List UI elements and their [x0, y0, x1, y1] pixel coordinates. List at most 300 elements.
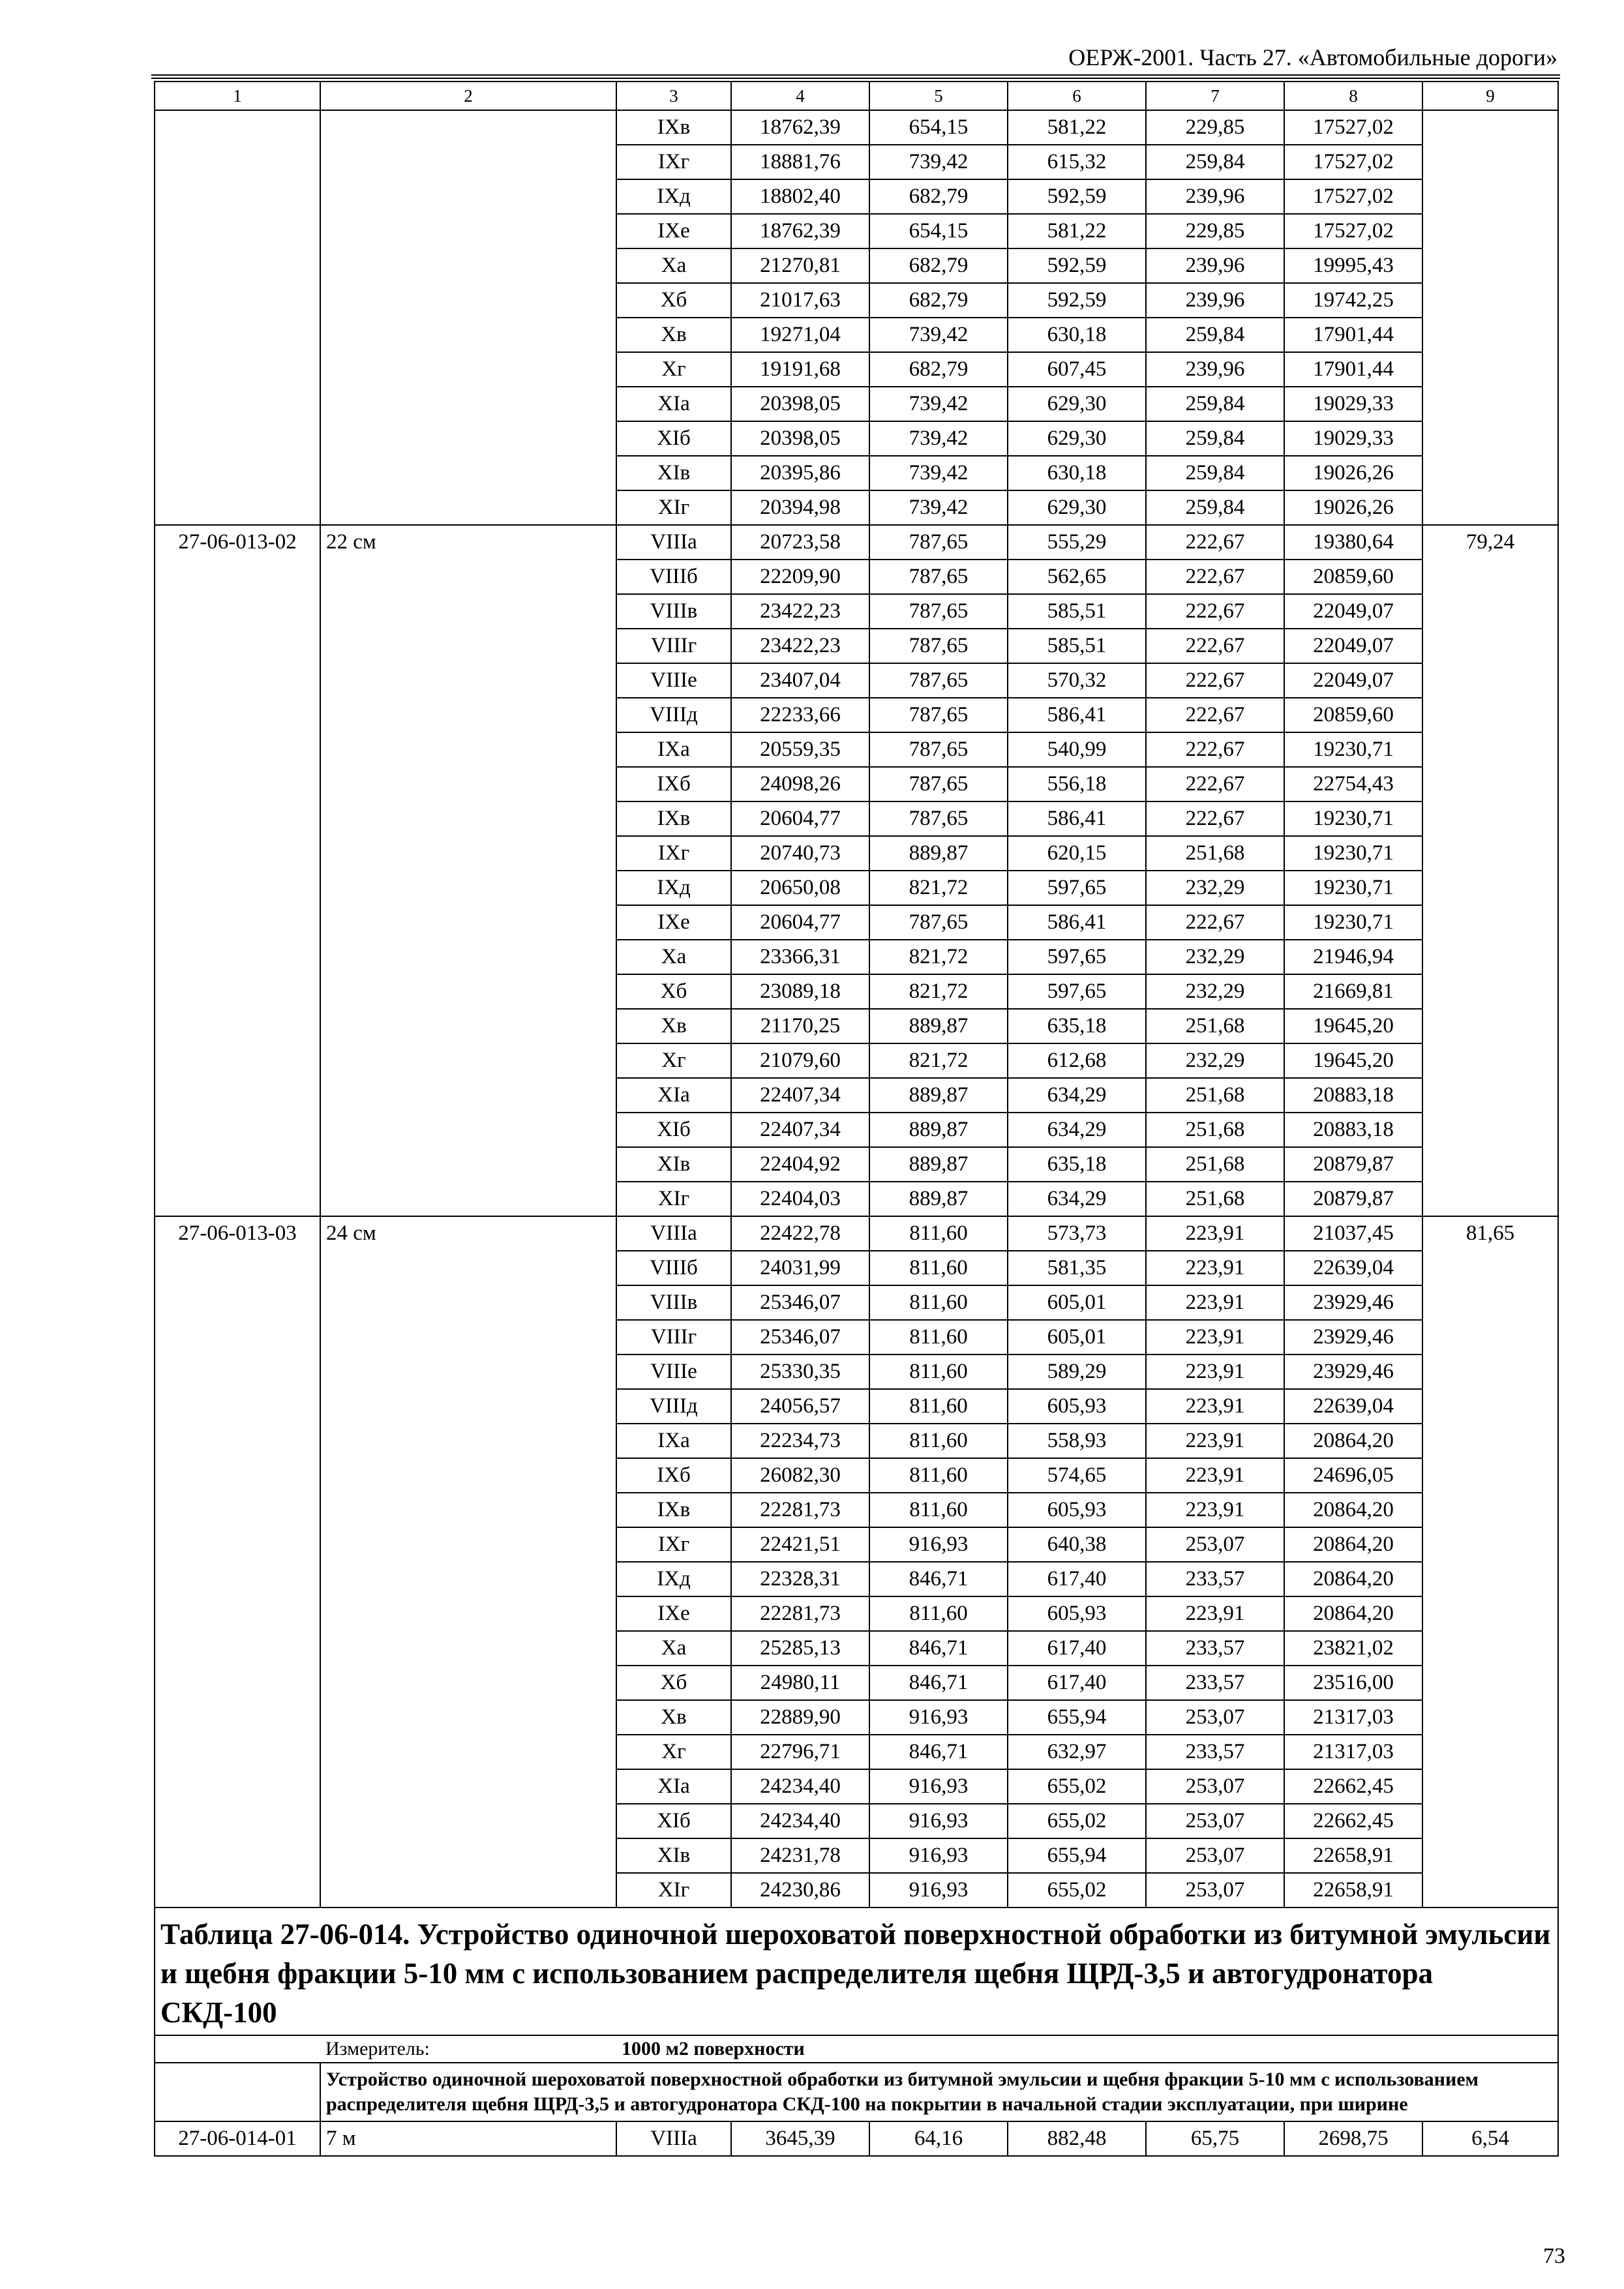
machine-cost-cell: 605,01: [1008, 1320, 1146, 1354]
material-cost-cell: 21317,03: [1284, 1700, 1422, 1735]
zone-cell: VIIIб: [616, 1251, 731, 1285]
machinist-wage-cell: 253,07: [1146, 1527, 1284, 1562]
machinist-wage-cell: 222,67: [1146, 594, 1284, 629]
code-cell: [155, 1493, 320, 1527]
size-cell: [320, 1596, 616, 1631]
zone-cell: Xг: [616, 1735, 731, 1769]
column-number: 7: [1146, 82, 1284, 110]
column-number: 9: [1422, 82, 1558, 110]
total-cost-cell: 20395,86: [731, 456, 869, 490]
labor-cost-cell: 739,42: [869, 456, 1008, 490]
material-cost-cell: 22049,07: [1284, 663, 1422, 698]
total-cost-cell: 24231,78: [731, 1838, 869, 1873]
zone-cell: Xа: [616, 940, 731, 974]
table-row: [155, 629, 1558, 663]
description-spacer: [155, 2063, 320, 2121]
size-cell: [320, 836, 616, 871]
machine-cost-cell: 605,93: [1008, 1493, 1146, 1527]
code-cell: [155, 1320, 320, 1354]
column-number: 3: [616, 82, 731, 110]
labor-cost-cell: 821,72: [869, 1043, 1008, 1078]
labor-hours-cell: [1422, 1769, 1558, 1804]
code-cell: [155, 871, 320, 905]
labor-cost-cell: 739,42: [869, 387, 1008, 421]
labor-hours-cell: [1422, 940, 1558, 974]
machinist-wage-cell: 223,91: [1146, 1493, 1284, 1527]
zone-cell: VIIIе: [616, 1354, 731, 1389]
material-cost-cell: 20864,20: [1284, 1493, 1422, 1527]
material-cost-cell: 17527,02: [1284, 145, 1422, 179]
material-cost-cell: 19995,43: [1284, 248, 1422, 283]
table-row: [155, 179, 1558, 214]
table-row: [155, 387, 1558, 421]
table-row: [155, 110, 1558, 145]
machine-cost-cell: 592,59: [1008, 248, 1146, 283]
description-row: [155, 2063, 1558, 2121]
size-cell: [320, 456, 616, 490]
labor-cost-cell: 846,71: [869, 1735, 1008, 1769]
rates-table: [154, 81, 1559, 2157]
code-cell: [155, 801, 320, 836]
machinist-wage-cell: 259,84: [1146, 145, 1284, 179]
machine-cost-cell: 597,65: [1008, 940, 1146, 974]
code-cell: [155, 1527, 320, 1562]
machinist-wage-cell: 222,67: [1146, 905, 1284, 940]
table-row: [155, 871, 1558, 905]
total-cost-cell: 22407,34: [731, 1113, 869, 1147]
labor-cost-cell: 916,93: [869, 1769, 1008, 1804]
table-row: [155, 352, 1558, 387]
size-cell: [320, 698, 616, 732]
total-cost-cell: 21170,25: [731, 1009, 869, 1043]
machine-cost-cell: 635,18: [1008, 1009, 1146, 1043]
size-cell: [320, 283, 616, 318]
table-row: [155, 1354, 1558, 1389]
table-row: [155, 663, 1558, 698]
labor-cost-cell: 739,42: [869, 145, 1008, 179]
table-row: [155, 283, 1558, 318]
labor-cost-cell: 811,60: [869, 1424, 1008, 1458]
labor-hours-cell: [1422, 318, 1558, 352]
zone-cell: IXд: [616, 1562, 731, 1596]
material-cost-cell: 20859,60: [1284, 560, 1422, 594]
material-cost-cell: 19026,26: [1284, 490, 1422, 525]
machinist-wage-cell: 253,07: [1146, 1873, 1284, 1908]
table-row: [155, 1804, 1558, 1838]
code-cell: [155, 456, 320, 490]
labor-cost-cell: 787,65: [869, 560, 1008, 594]
zone-cell: Xа: [616, 248, 731, 283]
machinist-wage-cell: 239,96: [1146, 283, 1284, 318]
size-cell: [320, 1666, 616, 1700]
code-cell: [155, 1735, 320, 1769]
machinist-wage-cell: 259,84: [1146, 421, 1284, 456]
material-cost-cell: 17901,44: [1284, 318, 1422, 352]
table-row: [155, 1769, 1558, 1804]
machine-cost-cell: 562,65: [1008, 560, 1146, 594]
zone-cell: Xб: [616, 1666, 731, 1700]
material-cost-cell: 22658,91: [1284, 1873, 1422, 1908]
labor-hours-cell: [1422, 836, 1558, 871]
size-cell: [320, 940, 616, 974]
zone-cell: Xб: [616, 283, 731, 318]
size-cell: [320, 1147, 616, 1182]
machinist-wage-cell: 253,07: [1146, 1700, 1284, 1735]
code-cell: 27-06-013-03: [155, 1216, 320, 1251]
machine-cost-cell: 629,30: [1008, 387, 1146, 421]
total-cost-cell: 22233,66: [731, 698, 869, 732]
total-cost-cell: 21079,60: [731, 1043, 869, 1078]
size-cell: [320, 1493, 616, 1527]
size-cell: [320, 594, 616, 629]
labor-cost-cell: 889,87: [869, 1113, 1008, 1147]
size-cell: [320, 1043, 616, 1078]
material-cost-cell: 22662,45: [1284, 1769, 1422, 1804]
machine-cost-cell: 581,22: [1008, 110, 1146, 145]
labor-cost-cell: 846,71: [869, 1631, 1008, 1666]
code-cell: [155, 560, 320, 594]
labor-cost-cell: 916,93: [869, 1527, 1008, 1562]
total-cost-cell: 22404,92: [731, 1147, 869, 1182]
zone-cell: Xв: [616, 1009, 731, 1043]
table-row: [155, 421, 1558, 456]
total-cost-cell: 20559,35: [731, 732, 869, 767]
total-cost-cell: 24980,11: [731, 1666, 869, 1700]
labor-cost-cell: 787,65: [869, 663, 1008, 698]
labor-cost-cell: 787,65: [869, 629, 1008, 663]
code-cell: [155, 1251, 320, 1285]
size-cell: [320, 1113, 616, 1147]
zone-cell: IXе: [616, 1596, 731, 1631]
material-cost-cell: 20879,87: [1284, 1147, 1422, 1182]
material-cost-cell: 19230,71: [1284, 905, 1422, 940]
machine-cost-cell: 655,94: [1008, 1700, 1146, 1735]
labor-cost-cell: 846,71: [869, 1666, 1008, 1700]
labor-hours-cell: [1422, 974, 1558, 1009]
labor-cost-cell: 811,60: [869, 1216, 1008, 1251]
total-cost-cell: 24056,57: [731, 1389, 869, 1424]
zone-cell: Xг: [616, 352, 731, 387]
code-cell: [155, 1009, 320, 1043]
machinist-wage-cell: 239,96: [1146, 352, 1284, 387]
total-cost-cell: 23366,31: [731, 940, 869, 974]
labor-hours-cell: [1422, 352, 1558, 387]
labor-cost-cell: 811,60: [869, 1251, 1008, 1285]
labor-hours-cell: [1422, 1320, 1558, 1354]
total-cost-cell: 24230,86: [731, 1873, 869, 1908]
code-cell: [155, 110, 320, 145]
machinist-wage-cell: 65,75: [1146, 2121, 1284, 2156]
code-cell: [155, 767, 320, 801]
zone-cell: IXв: [616, 110, 731, 145]
size-cell: [320, 145, 616, 179]
total-cost-cell: 26082,30: [731, 1458, 869, 1493]
total-cost-cell: 22281,73: [731, 1493, 869, 1527]
machinist-wage-cell: 233,57: [1146, 1631, 1284, 1666]
size-cell: [320, 560, 616, 594]
zone-cell: XIг: [616, 1873, 731, 1908]
machinist-wage-cell: 222,67: [1146, 629, 1284, 663]
total-cost-cell: 20398,05: [731, 421, 869, 456]
total-cost-cell: 25346,07: [731, 1285, 869, 1320]
machine-cost-cell: 586,41: [1008, 698, 1146, 732]
code-cell: [155, 283, 320, 318]
material-cost-cell: 19645,20: [1284, 1043, 1422, 1078]
machine-cost-cell: 555,29: [1008, 525, 1146, 560]
labor-cost-cell: 811,60: [869, 1458, 1008, 1493]
page-number: 73: [1543, 2244, 1565, 2268]
labor-cost-cell: 787,65: [869, 732, 1008, 767]
code-cell: [155, 905, 320, 940]
total-cost-cell: 18762,39: [731, 110, 869, 145]
zone-cell: IXб: [616, 767, 731, 801]
size-cell: [320, 387, 616, 421]
machine-cost-cell: 597,65: [1008, 974, 1146, 1009]
material-cost-cell: 21317,03: [1284, 1735, 1422, 1769]
material-cost-cell: 17527,02: [1284, 179, 1422, 214]
running-header: ОЕРЖ-2001. Часть 27. «Автомобильные дороги»: [1068, 44, 1557, 70]
machinist-wage-cell: 259,84: [1146, 490, 1284, 525]
total-cost-cell: 22421,51: [731, 1527, 869, 1562]
zone-cell: XIв: [616, 1147, 731, 1182]
table-row: [155, 1182, 1558, 1216]
table-row: [155, 836, 1558, 871]
size-cell: [320, 1700, 616, 1735]
labor-hours-cell: [1422, 1493, 1558, 1527]
zone-cell: IXд: [616, 179, 731, 214]
machine-cost-cell: 655,94: [1008, 1838, 1146, 1873]
total-cost-cell: 22422,78: [731, 1216, 869, 1251]
zone-cell: XIг: [616, 1182, 731, 1216]
machinist-wage-cell: 222,67: [1146, 698, 1284, 732]
labor-hours-cell: [1422, 698, 1558, 732]
code-cell: [155, 1078, 320, 1113]
size-cell: [320, 318, 616, 352]
labor-cost-cell: 821,72: [869, 974, 1008, 1009]
column-number-row: [155, 82, 1558, 110]
machine-cost-cell: 630,18: [1008, 318, 1146, 352]
labor-hours-cell: [1422, 663, 1558, 698]
machine-cost-cell: 634,29: [1008, 1182, 1146, 1216]
machinist-wage-cell: 222,67: [1146, 663, 1284, 698]
table-row: [155, 2121, 1558, 2156]
machine-cost-cell: 574,65: [1008, 1458, 1146, 1493]
zone-cell: IXа: [616, 1424, 731, 1458]
zone-cell: VIIIе: [616, 663, 731, 698]
machine-cost-cell: 632,97: [1008, 1735, 1146, 1769]
machinist-wage-cell: 222,67: [1146, 767, 1284, 801]
labor-hours-cell: [1422, 110, 1558, 145]
material-cost-cell: 24696,05: [1284, 1458, 1422, 1493]
machinist-wage-cell: 222,67: [1146, 732, 1284, 767]
machinist-wage-cell: 251,68: [1146, 1113, 1284, 1147]
labor-hours-cell: [1422, 801, 1558, 836]
machine-cost-cell: 629,30: [1008, 421, 1146, 456]
total-cost-cell: 25330,35: [731, 1354, 869, 1389]
machinist-wage-cell: 233,57: [1146, 1735, 1284, 1769]
material-cost-cell: 22658,91: [1284, 1838, 1422, 1873]
machinist-wage-cell: 239,96: [1146, 248, 1284, 283]
table-title: Таблица 27-06-014. Устройство одиночной шероховатой поверхностной обработки из битумной эмульсии и щебня фракции 5-10 мм с использованием распределителя щебня ЩРД-3,5 и автогудронатора СКД-100: [155, 1908, 1558, 2035]
zone-cell: XIб: [616, 421, 731, 456]
code-cell: [155, 387, 320, 421]
table-row: [155, 1527, 1558, 1562]
total-cost-cell: 20740,73: [731, 836, 869, 871]
machinist-wage-cell: 233,57: [1146, 1562, 1284, 1596]
table-row: [155, 560, 1558, 594]
code-cell: [155, 1182, 320, 1216]
machine-cost-cell: 585,51: [1008, 594, 1146, 629]
size-cell: [320, 1631, 616, 1666]
machine-cost-cell: 612,68: [1008, 1043, 1146, 1078]
code-cell: 27-06-014-01: [155, 2121, 320, 2156]
labor-hours-cell: [1422, 145, 1558, 179]
table-row: [155, 525, 1558, 560]
size-cell: [320, 1838, 616, 1873]
size-cell: 7 м: [320, 2121, 616, 2156]
zone-cell: IXг: [616, 836, 731, 871]
labor-hours-cell: 79,24: [1422, 525, 1558, 560]
table-row: [155, 1424, 1558, 1458]
labor-hours-cell: [1422, 1113, 1558, 1147]
size-cell: [320, 1078, 616, 1113]
labor-cost-cell: 811,60: [869, 1596, 1008, 1631]
labor-cost-cell: 811,60: [869, 1493, 1008, 1527]
machine-cost-cell: 640,38: [1008, 1527, 1146, 1562]
material-cost-cell: 22639,04: [1284, 1251, 1422, 1285]
material-cost-cell: 22049,07: [1284, 629, 1422, 663]
machinist-wage-cell: 223,91: [1146, 1285, 1284, 1320]
machine-cost-cell: 634,29: [1008, 1078, 1146, 1113]
labor-cost-cell: 889,87: [869, 1078, 1008, 1113]
zone-cell: VIIIг: [616, 629, 731, 663]
material-cost-cell: 23821,02: [1284, 1631, 1422, 1666]
code-cell: [155, 836, 320, 871]
material-cost-cell: 23516,00: [1284, 1666, 1422, 1700]
code-cell: [155, 940, 320, 974]
code-cell: [155, 1838, 320, 1873]
table-row: [155, 1043, 1558, 1078]
machinist-wage-cell: 223,91: [1146, 1251, 1284, 1285]
labor-cost-cell: 654,15: [869, 110, 1008, 145]
machinist-wage-cell: 222,67: [1146, 801, 1284, 836]
zone-cell: VIIIв: [616, 1285, 731, 1320]
code-cell: [155, 1354, 320, 1389]
table-row: [155, 1389, 1558, 1424]
machine-cost-cell: 558,93: [1008, 1424, 1146, 1458]
table-row: [155, 801, 1558, 836]
material-cost-cell: 22754,43: [1284, 767, 1422, 801]
labor-hours-cell: [1422, 1458, 1558, 1493]
labor-cost-cell: 811,60: [869, 1389, 1008, 1424]
labor-cost-cell: 64,16: [869, 2121, 1008, 2156]
labor-hours-cell: [1422, 1596, 1558, 1631]
labor-cost-cell: 821,72: [869, 940, 1008, 974]
size-cell: [320, 767, 616, 801]
machinist-wage-cell: 232,29: [1146, 871, 1284, 905]
labor-cost-cell: 682,79: [869, 283, 1008, 318]
table-row: [155, 1873, 1558, 1908]
work-description: Устройство одиночной шероховатой поверхностной обработки из битумной эмульсии и щебня фракции 5-10 мм с использованием распределителя щебня ЩРД-3,5 и автогудронатора СКД-100 на покрытии в начальной стадии эксплуатации, при ширине: [320, 2063, 1558, 2121]
machine-cost-cell: 617,40: [1008, 1562, 1146, 1596]
labor-cost-cell: 889,87: [869, 1182, 1008, 1216]
zone-cell: VIIIд: [616, 1389, 731, 1424]
unit-row: [155, 2035, 1558, 2063]
total-cost-cell: 19271,04: [731, 318, 869, 352]
column-number: 8: [1284, 82, 1422, 110]
labor-hours-cell: [1422, 1251, 1558, 1285]
table-row: [155, 1320, 1558, 1354]
material-cost-cell: 20859,60: [1284, 698, 1422, 732]
machine-cost-cell: 585,51: [1008, 629, 1146, 663]
total-cost-cell: 20394,98: [731, 490, 869, 525]
total-cost-cell: 24031,99: [731, 1251, 869, 1285]
total-cost-cell: 24234,40: [731, 1804, 869, 1838]
material-cost-cell: 19026,26: [1284, 456, 1422, 490]
machine-cost-cell: 586,41: [1008, 905, 1146, 940]
table-row: [155, 974, 1558, 1009]
zone-cell: IXг: [616, 145, 731, 179]
table-row: [155, 318, 1558, 352]
total-cost-cell: 23089,18: [731, 974, 869, 1009]
labor-cost-cell: 739,42: [869, 490, 1008, 525]
table-row: [155, 1216, 1558, 1251]
labor-hours-cell: [1422, 283, 1558, 318]
total-cost-cell: 20723,58: [731, 525, 869, 560]
labor-hours-cell: [1422, 1147, 1558, 1182]
table-row: [155, 732, 1558, 767]
labor-hours-cell: [1422, 1009, 1558, 1043]
material-cost-cell: 17901,44: [1284, 352, 1422, 387]
zone-cell: Xв: [616, 318, 731, 352]
machine-cost-cell: 586,41: [1008, 801, 1146, 836]
code-cell: [155, 145, 320, 179]
machinist-wage-cell: 259,84: [1146, 318, 1284, 352]
code-cell: [155, 1424, 320, 1458]
size-cell: [320, 629, 616, 663]
labor-cost-cell: 739,42: [869, 318, 1008, 352]
total-cost-cell: 20398,05: [731, 387, 869, 421]
total-cost-cell: 25346,07: [731, 1320, 869, 1354]
labor-cost-cell: 846,71: [869, 1562, 1008, 1596]
total-cost-cell: 18762,39: [731, 214, 869, 248]
table-row: [155, 1458, 1558, 1493]
machinist-wage-cell: 223,91: [1146, 1216, 1284, 1251]
table-row: [155, 1147, 1558, 1182]
total-cost-cell: 22234,73: [731, 1424, 869, 1458]
labor-hours-cell: 6,54: [1422, 2121, 1558, 2156]
labor-cost-cell: 682,79: [869, 248, 1008, 283]
table-row: [155, 1631, 1558, 1666]
total-cost-cell: 22281,73: [731, 1596, 869, 1631]
material-cost-cell: 21669,81: [1284, 974, 1422, 1009]
machine-cost-cell: 589,29: [1008, 1354, 1146, 1389]
labor-cost-cell: 654,15: [869, 214, 1008, 248]
labor-hours-cell: [1422, 594, 1558, 629]
machinist-wage-cell: 251,68: [1146, 1182, 1284, 1216]
zone-cell: IXб: [616, 1458, 731, 1493]
machinist-wage-cell: 232,29: [1146, 1043, 1284, 1078]
size-cell: [320, 490, 616, 525]
material-cost-cell: 20883,18: [1284, 1078, 1422, 1113]
total-cost-cell: 24098,26: [731, 767, 869, 801]
machine-cost-cell: 615,32: [1008, 145, 1146, 179]
machine-cost-cell: 617,40: [1008, 1631, 1146, 1666]
zone-cell: XIб: [616, 1804, 731, 1838]
machinist-wage-cell: 223,91: [1146, 1354, 1284, 1389]
total-cost-cell: 20604,77: [731, 905, 869, 940]
unit-value: 1000 м2 поверхности: [616, 2035, 1558, 2063]
